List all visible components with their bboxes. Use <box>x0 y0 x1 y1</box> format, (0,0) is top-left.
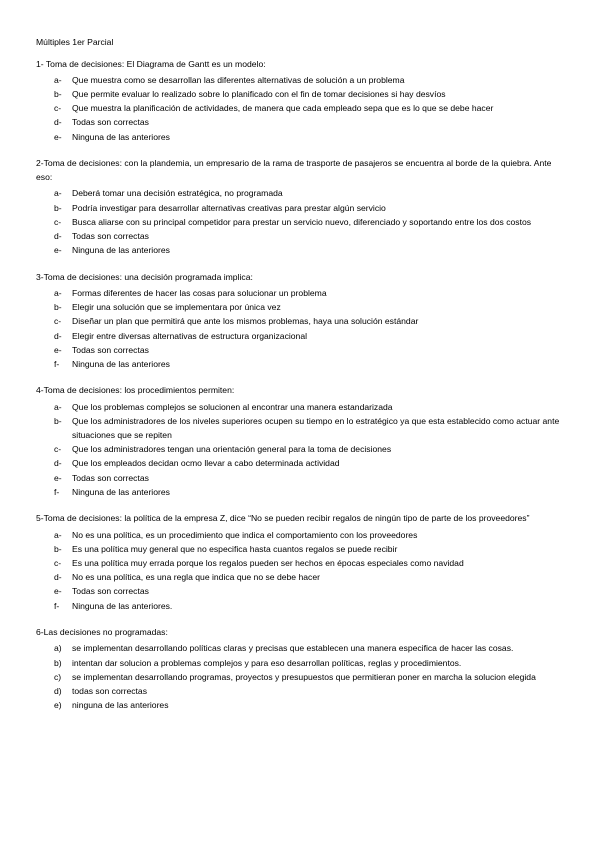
option-marker: a- <box>54 287 62 298</box>
option-text: Elegir una solución que se implementara por única vez <box>72 302 281 313</box>
option-text: No es una política, es una regla que indica que no se debe hacer <box>72 572 320 583</box>
option-marker: b- <box>54 88 62 99</box>
answer-option <box>36 314 564 328</box>
option-marker: c- <box>54 103 62 114</box>
option-marker: a- <box>54 188 62 199</box>
option-text: Deberá tomar una decisión estratégica, no programada <box>72 188 283 199</box>
document-title: Múltiples 1er Parcial <box>36 37 114 47</box>
answer-option <box>36 528 564 542</box>
option-text: Que los empleados decidan ocmo llevar a cabo determinada actividad <box>72 458 340 469</box>
option-marker: e- <box>54 245 62 256</box>
option-text: Ninguna de las anteriores <box>72 358 170 369</box>
answer-option <box>36 584 564 598</box>
option-marker: b- <box>54 415 62 426</box>
answer-option <box>36 641 564 655</box>
answer-option <box>36 229 564 243</box>
answer-option <box>36 286 564 300</box>
answer-option <box>36 442 564 456</box>
option-marker: e- <box>54 131 62 142</box>
option-text: Elegir entre diversas alternativas de estructura organizacional <box>72 330 308 341</box>
option-marker: e) <box>54 700 62 711</box>
option-marker: e- <box>54 586 62 597</box>
option-marker: b- <box>54 202 62 213</box>
option-marker: c) <box>54 671 62 682</box>
option-marker: a- <box>54 74 62 85</box>
option-text: se implementan desarrollando políticas claras y precisas que establecen una manera especifica de hacer las cosas. <box>72 643 514 654</box>
question-block <box>36 511 564 612</box>
option-marker: c- <box>54 444 62 455</box>
question-text: 3-Toma de decisiones: una decisión programada implica: <box>36 271 253 282</box>
option-text: Es una política muy errada porque los regalos pueden ser hechos en épocas especiales como navidad <box>72 557 464 568</box>
option-marker: b- <box>54 543 62 554</box>
question-block <box>36 270 564 371</box>
option-marker: b) <box>54 657 62 668</box>
option-text: Todas son correctas <box>72 231 149 242</box>
option-text: Ninguna de las anteriores <box>72 245 170 256</box>
answer-option <box>36 357 564 371</box>
option-marker: d- <box>54 231 62 242</box>
question-text: 6-Las decisiones no programadas: <box>36 627 168 638</box>
option-text: Todas son correctas <box>72 586 149 597</box>
option-marker: c- <box>54 216 62 227</box>
option-text: ninguna de las anteriores <box>72 700 169 711</box>
question-text: 2-Toma de decisiones: con la plandemia, un empresario de la rama de trasporte de pasajeros se encuentra al borde de la quiebra. Ante eso: <box>36 158 552 183</box>
answer-option <box>36 400 564 414</box>
option-text: Podría investigar para desarrollar alternativas creativas para prestar algún servicio <box>72 202 386 213</box>
option-marker: a- <box>54 401 62 412</box>
option-text: Que permite evaluar lo realizado sobre lo planificado con el fin de tomar decisiones si hay desvíos <box>72 88 446 99</box>
option-marker: f- <box>54 486 60 497</box>
answer-option <box>36 243 564 257</box>
answer-option <box>36 670 564 684</box>
option-marker: b- <box>54 302 62 313</box>
option-text: todas son correctas <box>72 685 147 696</box>
answer-option <box>36 300 564 314</box>
answer-option <box>36 471 564 485</box>
option-text: Es una política muy general que no especifica hasta cuantos regalos se puede recibir <box>72 543 398 554</box>
option-text: Que los administradores de los niveles superiores ocupen su tiempo en lo estratégico ya que esta establecido como actuar ante situaciones que se repiten <box>72 415 560 441</box>
document-page <box>36 36 564 725</box>
answer-option <box>36 698 564 712</box>
option-marker: e- <box>54 344 62 355</box>
answer-option <box>36 456 564 470</box>
option-marker: a- <box>54 529 62 540</box>
answer-option <box>36 414 564 442</box>
option-text: Formas diferentes de hacer las cosas para solucionar un problema <box>72 287 327 298</box>
question-text: 5-Toma de decisiones: la política de la empresa Z, dice “No se pueden recibir regalos de ningún tipo de parte de los proveedores” <box>36 513 530 524</box>
question-block <box>36 625 564 712</box>
question-list <box>36 57 564 713</box>
answer-option <box>36 215 564 229</box>
answer-option <box>36 556 564 570</box>
option-text: Que los problemas complejos se solucionen al encontrar una manera estandarizada <box>72 401 393 412</box>
answer-option <box>36 115 564 129</box>
answer-option <box>36 684 564 698</box>
option-text: Que muestra como se desarrollan las diferentes alternativas de solución a un problema <box>72 74 405 85</box>
option-text: Ninguna de las anteriores <box>72 486 170 497</box>
answer-option <box>36 329 564 343</box>
option-text: Todas son correctas <box>72 117 149 128</box>
answer-option <box>36 87 564 101</box>
option-marker: c- <box>54 316 62 327</box>
answer-option <box>36 101 564 115</box>
option-text: No es una política, es un procedimiento que indica el comportamiento con los proveedores <box>72 529 418 540</box>
option-marker: c- <box>54 557 62 568</box>
question-block <box>36 156 564 257</box>
answer-option <box>36 130 564 144</box>
answer-option <box>36 599 564 613</box>
option-text: Que muestra la planificación de actividades, de manera que cada empleado sepa que es lo que se debe hacer <box>72 103 494 114</box>
option-text: Ninguna de las anteriores <box>72 131 170 142</box>
option-marker: d- <box>54 572 62 583</box>
question-text: 1- Toma de decisiones: El Diagrama de Gantt es un modelo: <box>36 58 266 69</box>
option-marker: d- <box>54 117 62 128</box>
answer-option <box>36 186 564 200</box>
answer-option <box>36 343 564 357</box>
option-marker: a) <box>54 643 62 654</box>
option-text: Busca aliarse con su principal competidor para prestar un servicio nuevo, diferenciado y soportando entre los dos costos <box>72 216 532 227</box>
option-text: Diseñar un plan que permitirá que ante los mismos problemas, haya una solución estándar <box>72 316 419 327</box>
option-text: se implementan desarrollando programas, proyectos y presupuestos que permitieran poner en marcha la solucion elegida <box>72 671 536 682</box>
answer-option <box>36 570 564 584</box>
option-text: Todas son correctas <box>72 344 149 355</box>
option-text: Todas son correctas <box>72 472 149 483</box>
question-block <box>36 383 564 499</box>
option-marker: d) <box>54 685 62 696</box>
option-text: Ninguna de las anteriores. <box>72 600 173 611</box>
answer-option <box>36 656 564 670</box>
question-text: 4-Toma de decisiones: los procedimientos permiten: <box>36 385 235 396</box>
answer-option <box>36 73 564 87</box>
option-marker: d- <box>54 330 62 341</box>
answer-option <box>36 542 564 556</box>
question-block <box>36 57 564 144</box>
option-marker: e- <box>54 472 62 483</box>
option-marker: f- <box>54 600 60 611</box>
option-marker: d- <box>54 458 62 469</box>
answer-option <box>36 201 564 215</box>
option-marker: f- <box>54 358 60 369</box>
answer-option <box>36 485 564 499</box>
option-text: intentan dar solucion a problemas complejos y para eso desarrollan políticas, reglas y procedimientos. <box>72 657 462 668</box>
option-text: Que los administradores tengan una orientación general para la toma de decisiones <box>72 444 392 455</box>
